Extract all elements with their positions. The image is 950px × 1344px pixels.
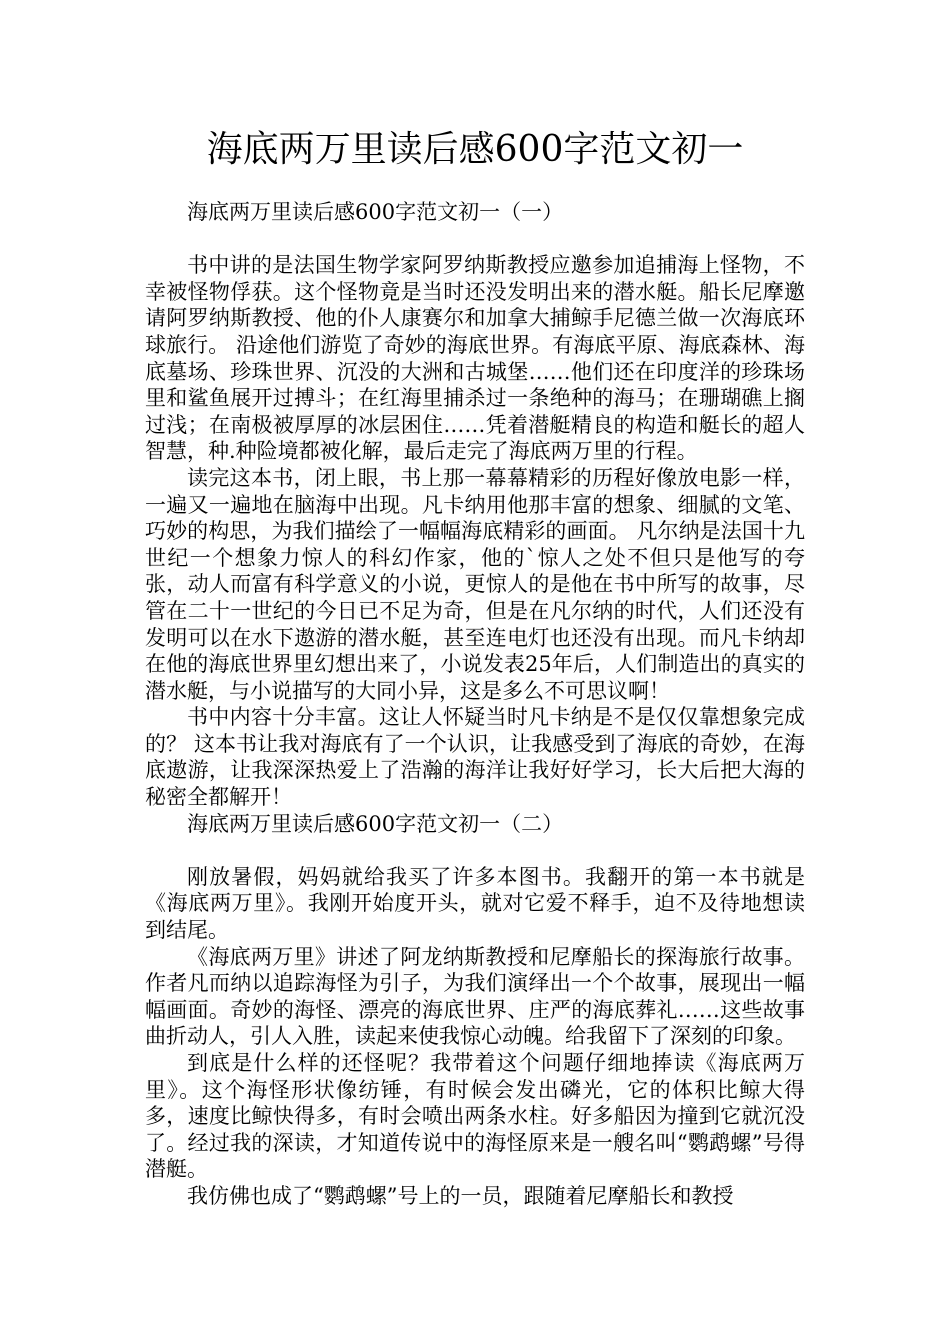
- paragraph: 刚放暑假，妈妈就给我买了许多本图书。我翻开的第一本书就是《海底两万里》。我刚开始度开头，就对它爱不释手，迫不及待地想读到结尾。: [145, 864, 805, 943]
- paragraph: 书中讲的是法国生物学家阿罗纳斯教授应邀参加追捕海上怪物，不幸被怪物俘获。这个怪物竟是当时还没发明出来的潜水艇。船长尼摩邀请阿罗纳斯教授、他的仆人康赛尔和加拿大捕鲸手尼德兰做一次海底环球旅行。 沿途他们游览了奇妙的海底世界。有海底平原、海底森林、海底墓场、珍珠世界、沉没的大洲和古城堡……他们还在印度洋的珍珠场里和鲨鱼展开过搏斗；在红海里捕杀过一条绝种的海马；在珊瑚礁上搁过浅；在南极被厚厚的冰层困住……凭着潜艇精良的构造和艇长的超人智慧，种.种险境都被化解，最后走完了海底两万里的行程。: [145, 253, 805, 464]
- paragraph: 《海底两万里》讲述了阿龙纳斯教授和尼摩船长的探海旅行故事。作者凡而纳以追踪海怪为引子，为我们演绎出一个个故事，展现出一幅幅画面。奇妙的海怪、漂亮的海底世界、庄严的海底葬礼……这些故事曲折动人，引人入胜，读起来使我惊心动魄。给我留下了深刻的印象。: [145, 944, 805, 1049]
- paragraph: 到底是什么样的还怪呢？我带着这个问题仔细地捧读《海底两万里》。这个海怪形状像纺锤，有时候会发出磷光，它的体积比鲸大得多，速度比鲸快得多，有时会喷出两条水柱。好多船因为撞到它就沉没了。经过我的深读，才知道传说中的海怪原来是一艘名叫“鹦鹉螺”号得潜艇。: [145, 1051, 805, 1182]
- blank-line: [145, 837, 805, 864]
- paragraph: 我仿佛也成了“鹦鹉螺”号上的一员，跟随着尼摩船长和教授: [187, 1183, 734, 1208]
- document-body: [145, 199, 805, 1210]
- blank-line: [145, 226, 805, 253]
- section-heading-1: 海底两万里读后感600字范文初一（一）: [187, 200, 564, 224]
- document-title: 海底两万里读后感600字范文初一: [206, 129, 744, 170]
- section-heading-2: 海底两万里读后感600字范文初一（二）: [187, 811, 564, 836]
- paragraph: 读完这本书，闭上眼，书上那一幕幕精彩的历程好像放电影一样，一遍又一遍地在脑海中出现。凡卡纳用他那丰富的想象、细腻的文笔、巧妙的构思，为我们描绘了一幅幅海底精彩的画面。 凡尔纳是法国十九世纪一个想象力惊人的科幻作家，他的`惊人之处不但只是他写的夸张，动人而富有科学意义的小说，更惊人的是他在书中所写的故事，尽管在二十一世纪的今日已不足为奇，但是在凡尔纳的时代，人们还没有发明可以在水下遨游的潜水艇，甚至连电灯也还没有出现。而凡卡纳却在他的海底世界里幻想出来了，小说发表25年后，人们制造出的真实的潜水艇，与小说描写的大同小异，这是多么不可思议啊！: [145, 465, 805, 703]
- paragraph: 书中内容十分丰富。这让人怀疑当时凡卡纳是不是仅仅靠想象完成的？ 这本书让我对海底有了一个认识，让我感受到了海底的奇妙，在海底遨游，让我深深热爱上了浩瀚的海洋让我好好学习，长大后把大海的秘密全都解开！: [145, 705, 805, 810]
